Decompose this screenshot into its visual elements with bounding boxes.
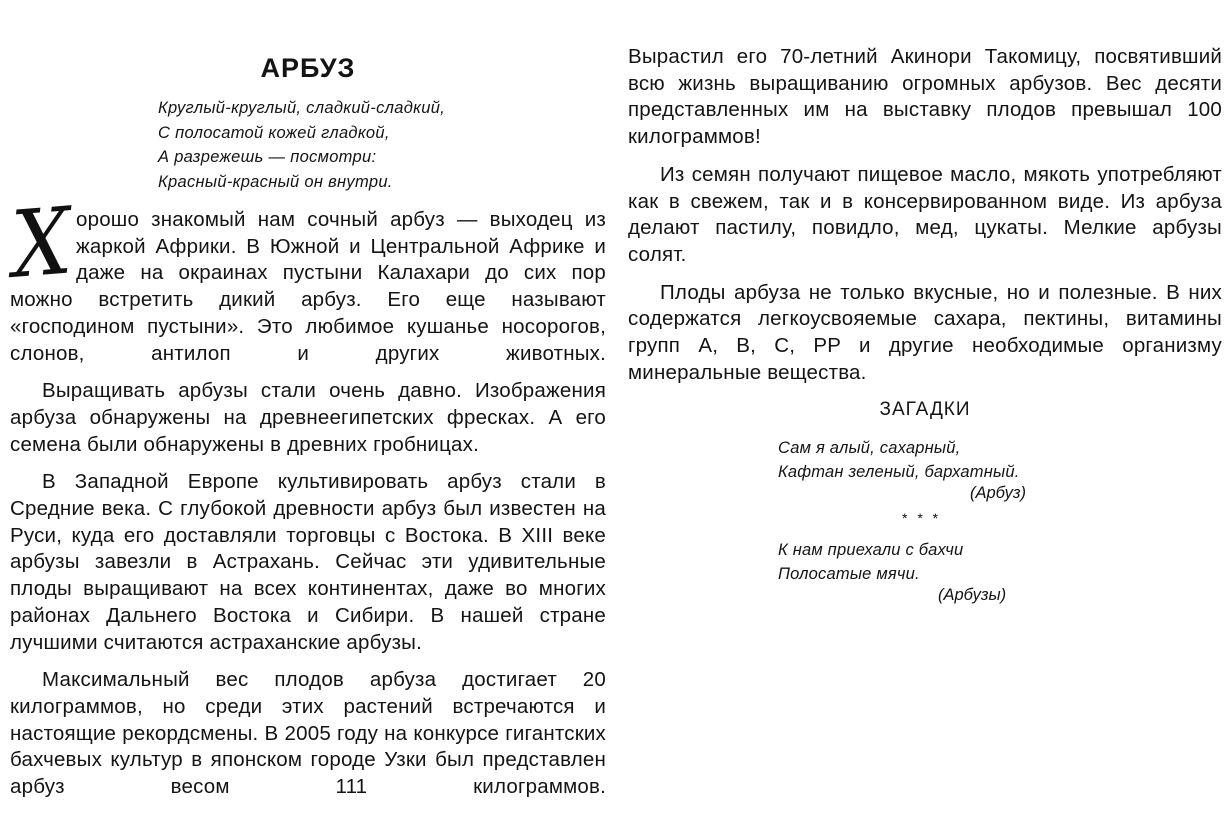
paragraph-uses: Из семян получают пищевое масло, мякоть употребляют как в свежем, так и в консервированном виде. Из арбуза делают пастилу, повидло, мед, цукаты. Мелкие арбузы солят. — [628, 162, 1222, 266]
paragraph-intro-text: орошо знакомый нам сочный арбуз — выходец из жаркой Африки. В Южной и Центральной Африке и даже на окраинах пустыни Калахари до сих пор можно встретить дикий арбуз. Его еще называют «господином пустыни». Это любимое кушанье носорогов, слонов, антилоп и других животных. — [10, 208, 606, 365]
riddles-heading: ЗАГАДКИ — [879, 399, 971, 420]
poem-line: Круглый-круглый, сладкий-сладкий, — [158, 99, 446, 117]
riddle-2-answer: (Арбузы) — [938, 586, 1007, 604]
right-body-text — [628, 44, 1222, 386]
riddle-separator: * * * — [902, 510, 942, 526]
poem-line: Красный-красный он внутри. — [158, 172, 393, 191]
drop-cap: Х — [8, 187, 75, 299]
paragraph-intro — [8, 187, 606, 367]
epigraph-poem — [158, 96, 445, 194]
article-title: АРБУЗ — [260, 53, 356, 83]
riddle-line: Кафтан зеленый, бархатный. — [778, 463, 1020, 481]
paragraph-records: Максимальный вес плодов арбуза достигает 20 килограммов, но среди этих растений встречаются и настоящие рекордсмены. В 2005 году на конкурсе гигантских бахчевых культур в японском городе Узки был представлен арбуз весом 111 килограммов. — [10, 668, 606, 799]
riddle-1-answer: (Арбуз) — [970, 484, 1027, 502]
riddle-2 — [778, 538, 963, 586]
poem-line: А разрежешь — посмотри: — [158, 148, 377, 166]
riddle-line: К нам приехали с бахчи — [778, 541, 964, 559]
paragraph-benefits: Плоды арбуза не только вкусные, но и полезные. В них содержатся легкоусвояемые сахара, пектины, витамины групп A, B, C, PP и другие необходимые организму минеральные вещества. — [628, 280, 1222, 384]
riddle-line: Сам я алый, сахарный, — [778, 439, 961, 457]
left-body-text — [8, 187, 606, 801]
paragraph-records-continued: Вырастил его 70-летний Акинори Такомицу, посвятивший всю жизнь выращиванию огромных арбузов. Вес десяти представленных им на выставку плодов превышал 100 килограммов! — [628, 45, 1222, 149]
paragraph-europe: В Западной Европе культивировать арбуз стали в Средние века. С глубокой древности арбуз был известен на Руси, куда его доставляли торговцы с Востока. В XIII веке арбузы завезли в Астрахань. Сейчас эти удивительные плоды выращивают на всех континентах, даже во многих районах Дальнего Востока и Сибири. В нашей стране лучшими считаются астраханские арбузы. — [10, 470, 606, 654]
poem-line: С полосатой кожей гладкой, — [158, 123, 390, 142]
paragraph-history: Выращивать арбузы стали очень давно. Изображения арбуза обнаружены на древнеегипетских фресках. А его семена были обнаружены в древних гробницах. — [10, 379, 606, 456]
riddle-line: Полосатые мячи. — [778, 565, 920, 583]
riddle-1 — [778, 436, 1020, 484]
